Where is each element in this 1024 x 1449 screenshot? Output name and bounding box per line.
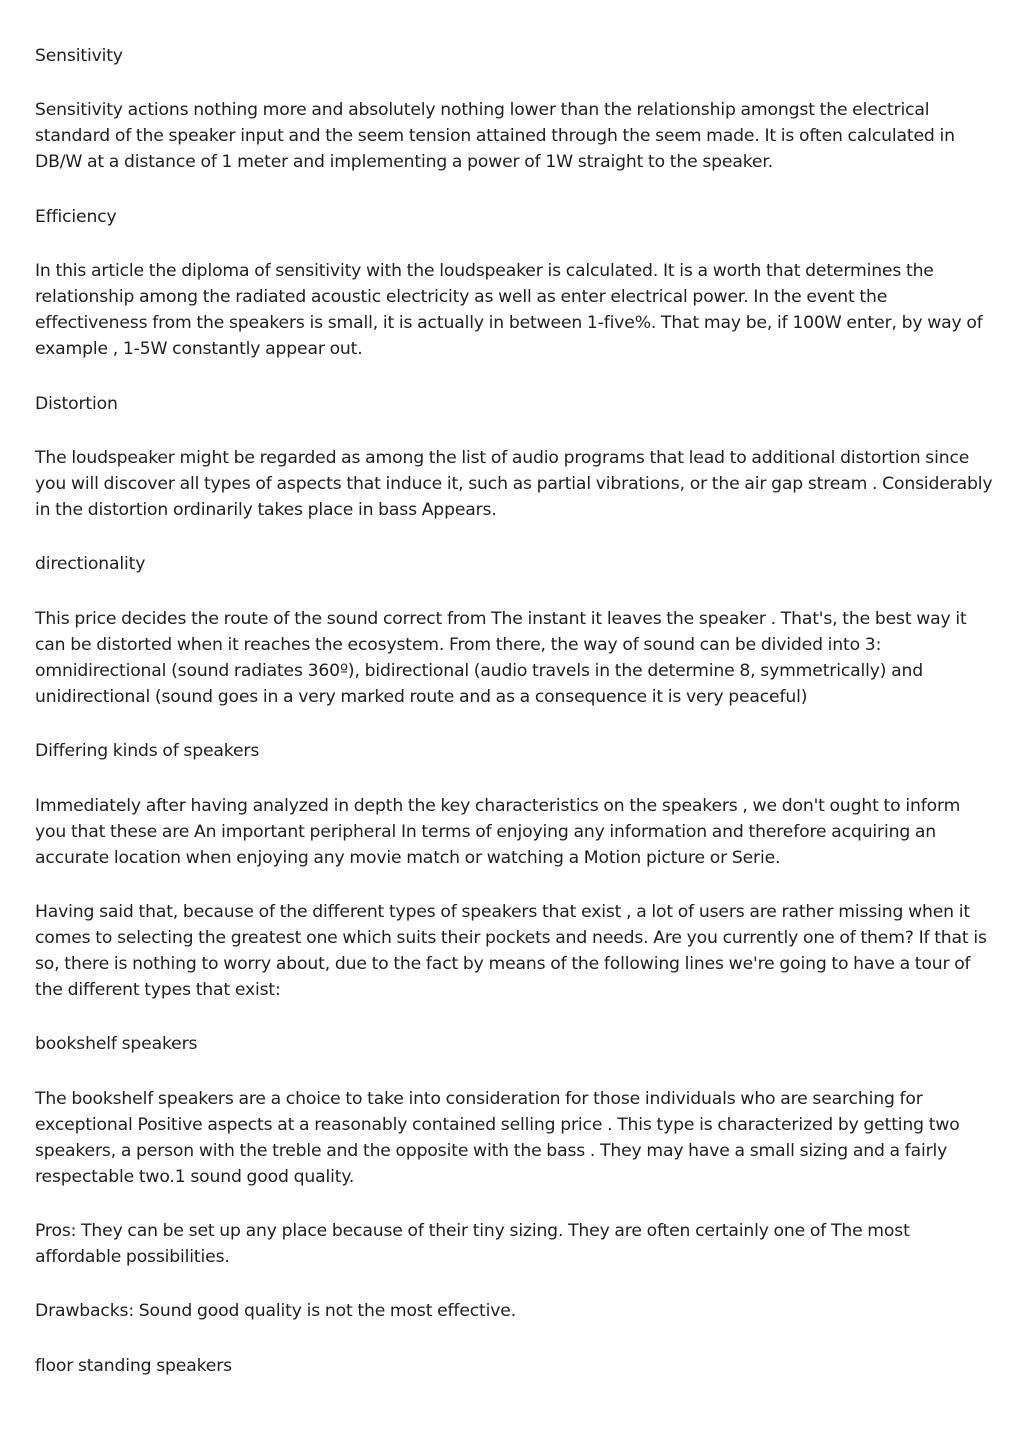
heading-kinds-of-speakers: Differing kinds of speakers [35, 741, 260, 762]
heading-bookshelf-speakers: bookshelf speakers [35, 1034, 198, 1055]
paragraph-bookshelf: The bookshelf speakers are a choice to take into consideration for those individuals who are searching for exceptional Positive aspects at a reasonably contained selling price . This type is characterized by getting two speakers, a person with the treble and the opposite with the bass . They may have a small sizing and a fairly respectable two.1 sound good quality. [35, 1088, 960, 1187]
heading-distortion: Distortion [35, 393, 118, 414]
paragraph-drawbacks: Drawbacks: Sound good quality is not the most effective. [35, 1301, 517, 1322]
heading-sensitivity: Sensitivity [35, 46, 123, 66]
paragraph-sensitivity: Sensitivity actions nothing more and absolutely nothing lower than the relationship amongst the electrical standard of the speaker input and the seem tension attained through the seem made. It is often calculated in DB/W at a distance of 1 meter and implementing a power of 1W straight to the speaker. [35, 100, 955, 173]
paragraph-directionality: This price decides the route of the sound correct from The instant it leaves the speaker . That's, the best way it can be distorted when it reaches the ecosystem. From there, the way of sound can be divided into 3: omnidirectional (sound radiates 360º), bidirectional (audio travels in the determine 8, symmetrically) and unidirectional (sound goes in a very marked route and as a consequence it is very peaceful) [35, 608, 967, 707]
heading-floor-standing-speakers: floor standing speakers [35, 1355, 232, 1376]
paragraph-kinds-types: Having said that, because of the different types of speakers that exist , a lot of users are rather missing when it comes to selecting the greatest one which suits their pockets and needs. Are you currently one of them? If that is so, there is nothing to worry about, due to the fact by means of the following lines we're going to have a tour of the different types that exist: [35, 901, 987, 1000]
paragraph-distortion: The loudspeaker might be regarded as among the list of audio programs that lead to additional distortion since you will discover all types of aspects that induce it, such as partial vibrations, or the air gap stream . Considerably in the distortion ordinarily takes place in bass Appears. [35, 447, 993, 520]
heading-directionality: directionality [35, 554, 146, 575]
paragraph-pros: Pros: They can be set up any place because of their tiny sizing. They are often certainly one of The most affordable possibilities. [35, 1221, 910, 1268]
paragraph-efficiency: In this article the diploma of sensitivity with the loudspeaker is calculated. It is a worth that determines the relationship among the radiated acoustic electricity as well as enter electrical power. In the event the effectiveness from the speakers is small, it is actually in between 1-five%. That may be, if 100W enter, by way of example , 1-5W constantly appear out. [35, 261, 983, 360]
document-page [35, 43, 993, 1407]
paragraph-kinds-intro: Immediately after having analyzed in depth the key characteristics on the speakers , we don't ought to inform you that these are An important peripheral In terms of enjoying any information and therefore acquiring an accurate location when enjoying any movie match or watching a Motion picture or Serie. [35, 795, 961, 868]
heading-efficiency: Efficiency [35, 206, 117, 227]
